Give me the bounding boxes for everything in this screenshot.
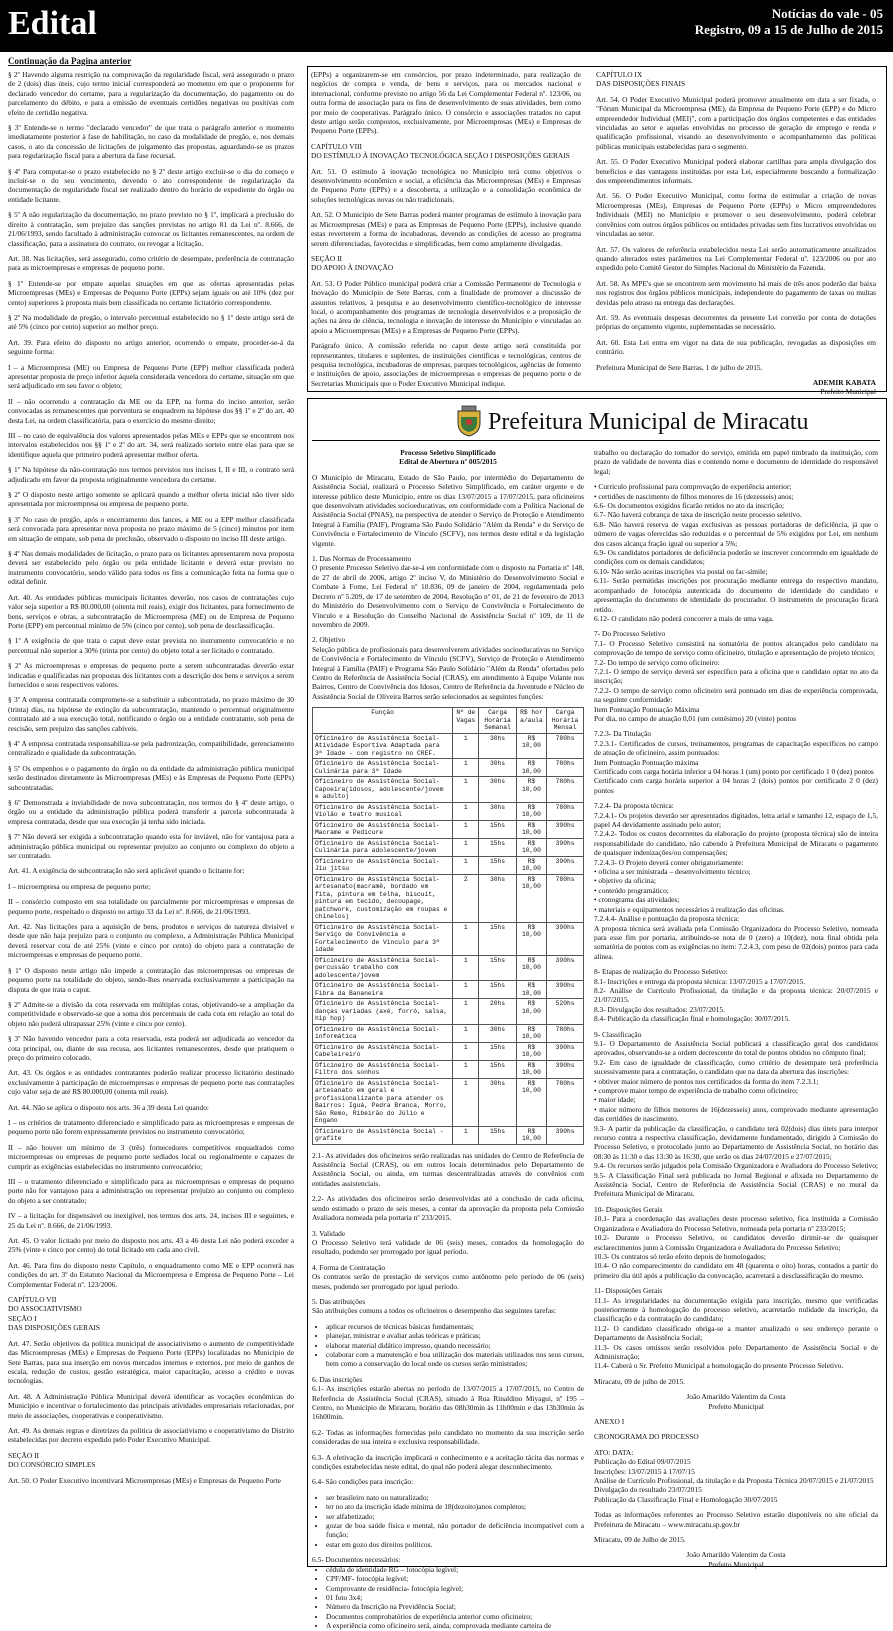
list-item: • CPF/MF- fotocópia legível;: [326, 1574, 584, 1583]
column-header: R$ hor a/aula: [516, 708, 547, 734]
table-cell: Oficineiro de Assistência Social- percussão trabalho com adolescente/jovem: [313, 955, 453, 981]
header-info: [695, 6, 883, 38]
table-cell: Oficineiro de Assistência Social- danças variadas (axé, forró, salsa, hip hop): [313, 999, 453, 1025]
table-cell: 1: [453, 777, 479, 803]
table-row: [313, 838, 584, 856]
table-cell: 1: [453, 1042, 479, 1060]
table-row: [313, 981, 584, 999]
table-cell: 30hs: [479, 1078, 516, 1126]
table-cell: R$ 10,00: [516, 1042, 547, 1060]
paragraph: III – no caso de equivalência dos valores apresentados pelas MEs e EPPs que se encontrem nos intervalos estabelecidos nos §§ 1º e 2º do art. 34, será realizado sorteio entre elas para que se identifique aquela que primeiro poderá apresentar melhor oferta.: [8, 431, 294, 459]
signature-role: Prefeito Municipal: [708, 1401, 764, 1411]
paragraph: Miracatu, 09 de Julho de 2015.: [594, 1535, 686, 1545]
paragraph: § 5º A não regularização da documentação, no prazo previsto no § 1º, implicará a preclusão do direito à contratação, sem prejuízo das sanções previstas no artigo 81 da Lei nº. 8.666, de 21/06/1993, sendo facultado à administração convocar os licitantes remanescentes, na ordem de classificação, para a assinatura do contrato, ou revogar a licitação.: [8, 210, 294, 248]
table-cell: 390hs: [547, 1042, 584, 1060]
paragraph: ANEXO I: [594, 1417, 625, 1426]
paragraph: Art. 43. Os órgãos e as entidades contratantes poderão realizar processo licitatório destinado exclusivamente à participação de microempresas e empresas de pequeno porte nas contratações cujo valor seja de até R$ 80.000,00 (oitenta mil reais).: [8, 1068, 294, 1097]
paragraph: Todas as informações referentes ao Processo Seletivo estarão disponíveis no site oficial da Prefeitura de Miracatu – www.miracatu.sp.gov.br: [594, 1510, 878, 1529]
paragraph: Art. 39. Para efeito do disposto no artigo anterior, ocorrendo o empate, proceder-se-á da seguinte forma:: [8, 337, 294, 357]
table-cell: 390hs: [547, 955, 584, 981]
table-row: [313, 733, 584, 759]
table-cell: 2: [453, 874, 479, 922]
table-cell: 390hs: [547, 856, 584, 874]
paragraph: § 1º Na hipótese da não-contratação nos termos previstos nos incisos I, II e III, o contrato será adjudicado em favor da proposta originalmente vencedora do certame.: [8, 465, 294, 484]
table-cell: R$ 10,00: [516, 802, 547, 820]
list-item: • Número da Inscrição na Previdência Social;: [326, 1602, 584, 1611]
signature-name: João Amarildo Valentim da Costa: [686, 1392, 786, 1402]
table-cell: R$ 10,00: [516, 838, 547, 856]
table-cell: 30hs: [479, 733, 516, 759]
paragraph: § 3º A empresa contratada compromete-se a substituir a subcontratada, no prazo máximo de 30 (trinta) dias, na hipótese de extinção da subcontratação, mantendo o percentual originalmente contratado até a sua execução total, notificando o órgão ou a entidade contratante, sob pena de rescisão, sem prejuízo das sanções cabíveis.: [8, 695, 294, 733]
table-cell: 1: [453, 955, 479, 981]
paragraph: 7.2.3- Da Titulação 7.2.3.1- Certificados de cursos, treinamentos, programas de capacitação específicos no campo de atuação de oficineiro, assim pontuados: Item Pontuação Pontuação máxima Certificado com carga horária inferior a 04 horas 1 (um) ponto por certificado 1 0 (dez) pontos Certificado com carga horária superior a 04 horas 2 (dois) pontos por certificado 2 0 (dez) pontos: [594, 729, 878, 795]
paragraph: Art. 58. As MPE's que se encontrem sem movimento há mais de três anos poderão dar baixa nos registros dos órgãos públicos municipais, independente do pagamento de taxas ou multas devidas pelo atraso na entrega das declarações.: [596, 278, 876, 307]
docs-title: 6.5- Documentos necessários:: [312, 1555, 401, 1565]
table-cell: R$ 10,00: [516, 1078, 547, 1126]
table-row: [313, 777, 584, 803]
edital-heading-2: Edital de Abertura nº 005/2015: [399, 457, 497, 467]
paragraph: 3. Validade O Processo Seletivo terá validade de 06 (seis) meses, contados da homologação do resultado, podendo ser prorrogado por igual período.: [312, 1228, 584, 1257]
paragraph: CRONOGRAMA DO PROCESSO: [594, 1432, 699, 1442]
table-cell: 1: [453, 759, 479, 777]
paragraph: 11- Disposições Gerais 11.1- As irregularidades na documentação exigida para inscrição, mesmo que verificadas posteriormente à homologação do processo seletivo, acarretarão nulidade da inscrição, da classificação e da contratação do candidato; 11.2- O candidato classificado obriga-se a manter atualizado o seu endereço perante o Departamento de Assistência Social; 11.3- Os casos omissos serão resolvidos pelo Departamento de Assistência Social e de Administração; 11.4- Caberá o Sr. Prefeito Municipal a homologação do presente Processo Seletivo.: [594, 1286, 878, 1371]
paragraph: O Município de Miracatu, Estado de São Paulo, por intermédio do Departamento de Assistência Social, realizará o Processo Seletivo Simplificado, em caráter urgente e de interesse público deste Município, entre os dias 13/07/2015 a 17/07/2015, para oficineiros que desenvolvam atividades socioeducativas, em conformidade com a Política Nacional de Assistência Social (PNAS), na perspectiva de atender o Serviço de Proteção e Atendimento Integral à Família (PAIF), Programa São Paulo Solidário "Além da Renda" e do Serviço de Convivência e Fortalecimento de Vínculo (SCFV), nos termos deste edital e da legislação vigente.: [312, 472, 584, 548]
section-title: Edital: [8, 5, 97, 42]
table-cell: 15hs: [479, 856, 516, 874]
column-header: Função: [313, 708, 453, 734]
table-cell: Oficineiro de Assistência Social- Macrame e Pedicure: [313, 820, 453, 838]
table-cell: 1: [453, 838, 479, 856]
list-item: • Comprovante de residência- fotocópia legível;: [326, 1584, 584, 1593]
table-cell: Oficineiro de Assistência Social- Culinária para 3ª Idade: [313, 759, 453, 777]
annex-signature: [594, 1550, 878, 1569]
paragraph: II – não houver um mínimo de 3 (três) fornecedores competitivos enquadrados como microempresas ou empresas de pequeno porte sediados local ou regionalmente e capazes de cumprir as exigências estabelecidas no instrumento convocatório;: [8, 1142, 294, 1171]
paragraph: 7- Do Processo Seletivo 7.1- O Processo Seletivo consistirá na somatória de pontos alcançados pelo candidato na comprovação de tempo de serviço como oficineiro, titulação e apresentação de projeto técnico; 7.2- Do tempo de serviço como oficineiro: 7.2.1- O tempo de serviço deverá ser específico para a oficina que o candidato optar no ato da inscrição; 7.2.2- O tempo de serviço como oficineiro será pontuado em dias de experiência comprovada, na seguinte conformidade: Item Pontuação Pontuação Máxima Por dia, no campo de atuação 0,01 (um centésimo) 20 (vinte) pontos: [594, 629, 878, 723]
conditions-list: [312, 1493, 584, 1549]
table-cell: Oficineiro de Assistência Social- Cabeleireiro: [313, 1042, 453, 1060]
paragraph: 8- Etapas de realização do Processo Seletivo: 8.1- Inscrições e entrega da proposta técnica: 13/07/2015 a 17/07/2015. 8.2- Análise de Currículo Profissional, da titulação e da proposta técnica: 20/07/2015 e 21/07/2015. 8.3- Divulgação dos resultados: 23/07/2015. 8.4- Publicação da classificação final e homologação: 30/07/2015.: [594, 967, 878, 1024]
table-cell: Oficineiro de Assistência Social- Fibra da Bananeira: [313, 981, 453, 999]
table-cell: R$ 10,00: [516, 955, 547, 981]
table-cell: Oficineiro de Assistência Social - grafite: [313, 1126, 453, 1144]
paragraph: 9- Classificação 9.1- O Departamento de Assistência Social publicará a classificação geral dos candidatos aprovados, observando-se a ordem decrescente do total de pontos obtidos no cômputo final; 9.2- Em caso de igualdade de classificação, como critério de desempate terá preferência sucessivamente para a contratação, o candidato que na data da abertura das inscrições: • obtiver maior número de pontos nos certificados da forma do item 7.2.3.1; • comprove maior tempo de experiência de trabalho como oficineiro; • maior idade; • maior número de filhos menores de 16(dezesseis) anos, comprovado mediante apresentação das certidões de nascimento. 9.3- A partir da publicação da classificação, o candidato terá 02(dois) dias úteis para interpor recurso contra a respectiva classificação, devidamente fundamentado, dirigido à Comissão do Processo Seletivo, e protocolado junto ao Departamento de Assistência Social, no horário das 08:30 às 11:30 e das 13:30 às 16:30, que serão os dias 24/07/2015 e 27/07/2015; 9.4- Os recursos serão julgados pela Comissão Organizadora e Avaliadora do Processo Seletivo; 9.5- A Classificação Final será publicada no Jornal Regional e afixada no Departamento de Assistência Social, Centro de Referência de Assistência Social (CRAS) e no mural da Prefeitura Municipal de Miracatu.: [594, 1029, 878, 1199]
list-item: • cédula de identidade RG – fotocópia legível;: [326, 1565, 584, 1574]
paragraph: Art. 53. O Poder Público municipal poderá criar a Comissão Permanente de Tecnologia e Inovação do Município de Sete Barras, com a finalidade de promover a discussão de assuntos relativos, à pesquisa e ao desenvolvimento científico-tecnológico de interesse local, o acompanhamento dos programas de tecnologia desenvolvidos e a proposição de ações na área de ciência, tecnologia e inovação de interesse do Município e vinculadas ao apoio a Microempresas (MEs) e a Empresas de Pequeno Porte (EPPs).: [311, 278, 581, 335]
documents-list: [312, 1565, 584, 1631]
table-cell: 390hs: [547, 1060, 584, 1078]
paragraph: 4. Forma de Contratação Os contratos serão de prestação de serviços como autônomo pelo período de 06 (seis) meses, podendo ser prorrogado por igual período.: [312, 1262, 584, 1291]
paragraph: Prefeitura Municipal de Sete Barras, 1 de julho de 2015.: [596, 362, 763, 372]
table-cell: R$ 10,00: [516, 759, 547, 777]
paragraph: 5. Das atribuições São atribuições comuns a todos os oficineiros o desempenho das seguintes tarefas:: [312, 1296, 557, 1316]
table-cell: 1: [453, 999, 479, 1025]
table-cell: R$ 10,00: [516, 856, 547, 874]
table-row: [313, 759, 584, 777]
paragraph: 1. Das Normas de Processamento O presente Processo Seletivo dar-se-á em conformidade com o disposto na Portaria nº 148, de 27 de abril de 2006, artigo 2º inciso V, do Ministério do Desenvolvimento Social e Combate à Fome, Lei Federal nº 10.836, 09 de janeiro de 2004, regulamentada pelo Decreto nº 5.209, de 17 de setembro de 2004, Resolução nº 01, de 21 de fevereiro de 2013 do Ministério do Desenvolvimento com o Serviço de Convivência e Fortalecimento de Vínculo e a Resolução do Conselho Nacional de Assistência Social nº 109, de 11 de novembro de 2009.: [312, 554, 584, 629]
column-5: [594, 448, 878, 1569]
paragraph: IV – a licitação for dispensável ou inexigível, nos termos dos arts. 24, incisos III e seguintes, e 25 da Lei nº. 8.666, de 21/06/1993.: [8, 1211, 294, 1230]
table-cell: R$ 10,00: [516, 820, 547, 838]
paragraph: 6.4- São condições para inscrição:: [312, 1477, 414, 1487]
table-cell: R$ 10,00: [516, 1126, 547, 1144]
paragraph: (EPPs) a organizarem-se em consórcios, por prazo indeterminado, para realização de negócios de compra e venda, de bens e serviços, para os mercados nacional e internacional, conforme previsto no artigo 56 da Lei Complementar Federal nº. 123/06, ou outra forma de associação para os fins de desenvolvimento de suas atividades, bem como por meio de cooperativas. Parágrafo único. O consórcio e associações tratados no caput deste artigo serão compostos, exclusivamente, por Microempresas (MEs) e Empresas de Pequeno Porte (EPPs).: [311, 70, 581, 136]
paragraph: Art. 54. O Poder Executivo Municipal poderá promover anualmente em data a ser fixada, o "Fórum Municipal da Microempresa (ME), da Empresa de Pequeno Porte (EPP) e do Micro empreendedor Individual (MEI)", com a participação dos órgãos competentes e das entidades vinculadas ao setor e aquelas envolvidas no processo de geração de emprego e renda e qualificação profissional, visando ao desenvolvimento e acompanhamento das políticas públicas municipais estabelecidas para o segmento.: [596, 94, 876, 151]
paragraph: § 6º Demonstrada a inviabilidade de nova subcontratação, nos termos do § 4º deste artigo, o órgão ou a entidade da administração pública poderá transferir a parcela subcontratada à empresa contratada, desde que sua execução já tenha sido iniciada.: [8, 798, 294, 826]
paragraph: § 4º Para computar-se o prazo estabelecido no § 2º deste artigo excluir-se o dia do começo e incluir-se o do seu vencimento, devendo o ato correspondente de regularização da documentação de regularidade fiscal ser realizado dentro do horário de expediente do órgão ou entidade licitante.: [8, 166, 294, 204]
column-4: [312, 448, 584, 1631]
coat-of-arms-icon: [455, 405, 483, 437]
table-cell: 1: [453, 820, 479, 838]
annex-signature-role: Prefeito Municipal: [708, 1559, 764, 1569]
table-cell: 1: [453, 981, 479, 999]
positions-table: [312, 707, 584, 1145]
paragraph: trabalho ou declaração do tomador do serviço, emitida em papel timbrado da instituição, com prazo de validade de noventa dias e contendo nome e documento de identidade do responsável legal;: [594, 448, 878, 476]
paragraph: 7.2.4- Da proposta técnica: 7.2.4.1- Os projetos deverão ser apresentados digitados, letra arial e tamanho 12, espaço de 1,5, papel A4 devidamente assinado pelo autor; 7.2.4.2- Todos os custos decorrentes da elaboração do projeto (proposta técnica) são de inteira responsabilidade do candidato, não cabendo à Prefeitura Municipal de Miracatu o pagamento de quaisquer indenizações/ou compensações; 7.2.4.3- O Projeto deverá conter obrigatoriamente: • oficina a ser ministrada – desenvolvimento técnico; • objetivo da oficina; • conteúdo programático; • cronograma das atividades; • materiais e equipamentos necessários à realização das oficinas. 7.2.4.4- Análise e pontuação da proposta técnica: A proposta técnica será avaliada pela Comissão Organizadora do Processo Seletivo, nomeada para esse fim por portaria, atribuindo-se nota de 0 (zero) a 10(dez), nota final obtida pela somatória de pontos com as exigências no item: 7.2.4.3, com peso de 02(dois) pontos para cada alínea.: [594, 801, 878, 961]
table-cell: 30hs: [479, 1024, 516, 1042]
table-cell: 30hs: [479, 777, 516, 803]
table-row: [313, 802, 584, 820]
paragraph: 6.3- A efetivação da inscrição implicará o conhecimento e a aceitação tácita das normas e condições estabelecidas neste edital, do qual não poderá alegar desconhecimento.: [312, 1452, 584, 1472]
table-cell: 780hs: [547, 759, 584, 777]
table-cell: R$ 10,00: [516, 922, 547, 955]
table-cell: R$ 10,00: [516, 1060, 547, 1078]
table-cell: 15hs: [479, 981, 516, 999]
table-cell: 780hs: [547, 1078, 584, 1126]
table-cell: Oficineiro de Assistência Social- Filtro dos sonhos: [313, 1060, 453, 1078]
table-row: [313, 1042, 584, 1060]
paragraph: § 4º A empresa contratada responsabiliza-se pela padronização, compatibilidade, gerenciamento centralizado e qualidade da subcontratação.: [8, 738, 294, 758]
paragraph: SEÇÃO II DO CONSÓRCIO SIMPLES: [8, 1450, 96, 1470]
table-cell: 15hs: [479, 955, 516, 981]
paragraph: SEÇÃO II DO APOIO À INOVAÇÃO: [311, 253, 394, 273]
table-cell: 780hs: [547, 1024, 584, 1042]
table-cell: Oficineiro de Assistência Social- Jiu jitsu: [313, 856, 453, 874]
table-cell: Oficineiro de Assistência Social- Serviço de Convivência e Fortalecimento de Vínculo para 3ª idade: [313, 922, 453, 955]
continuation-note: Continuação da Pagina anterior: [8, 56, 132, 66]
table-row: [313, 1078, 584, 1126]
table-cell: 1: [453, 802, 479, 820]
list-item: • colaborar com a manutenção e boa utilização dos materiais utilizados nos seus cursos, bem como a conservação do local onde os cursos serão ministrados;: [326, 1350, 584, 1369]
paragraph: § 2º Admite-se a divisão da cota reservada em múltiplas cotas, objetivando-se a ampliação da competitividade e observado-se que a soma dos percentuais de cada cota em relação ao total do objeto não poderá ultrapassar 25% (vinte e cinco por cento).: [8, 999, 294, 1028]
paragraph: CAPÍTULO VII DO ASSOCIATIVISMO SEÇÃO I DAS DISPOSIÇÕES GERAIS: [8, 1295, 100, 1333]
table-cell: R$ 10,00: [516, 733, 547, 759]
paragraph: Art. 49. As demais regras e diretrizes da política de associativismo e cooperativismo do Distrito estabelecidas por decreto expedido pelo Poder Executivo Municipal.: [8, 1425, 294, 1445]
table-cell: 390hs: [547, 820, 584, 838]
table-cell: Oficineiro de Assistência Social- Violão e teatro musical: [313, 802, 453, 820]
table-cell: Oficineiro de Assistência Social- Culinária para adolescente/jovem: [313, 838, 453, 856]
paragraph: 2.1- As atividades dos oficineiros serão realizadas nas unidades do Centro de Referência de Assistência Social (CRAS), ou em outros locais determinados pelo Departamento de Assistência Social, ou ainda, em turmas descentralizadas através de convênios com entidades assistenciais.: [312, 1150, 584, 1188]
table-row: [313, 999, 584, 1025]
paragraph: Art. 40. As entidades públicas municipais licitantes deverão, nos casos de contratações cujo valor seja superior a R$ 80.000,00 (oitenta mil reais), exigir dos licitantes, para fornecimento de bens, serviços e obras, a subcontratação de Microempresa (ME) ou de Empresa de Pequeno Porte (EPP) em percentual mínimo de 5% (cinco por cento), sob pena de desclassificação.: [8, 592, 294, 630]
table-cell: 15hs: [479, 1126, 516, 1144]
paragraph: CAPÍTULO IX DAS DISPOSIÇÕES FINAIS: [596, 70, 686, 89]
table-cell: 1: [453, 1126, 479, 1144]
paragraph: Art. 48. A Administração Pública Municipal deverá identificar as vocações econômicas do Município e incentivar o fortalecimento das principais atividades empresariais relacionadas, por meio de associações, cooperativas e cooperativismo.: [8, 1391, 294, 1420]
page-header: [0, 0, 893, 52]
paragraph: Art. 51. O estímulo à inovação tecnológica no Município terá como objetivos o desenvolvimento econômico e social, a eficiência das Microempresas (MEs) e Empresas de Pequeno Porte (EPPs) e a descoberta, a utilização e a consolidação econômica de soluções tecnológicas novas ou não tradicionais.: [311, 166, 581, 204]
annex-signature-name: João Amarildo Valentim da Costa: [686, 1550, 786, 1560]
list-item: • gozar de boa saúde física e mental, não portador de deficiência incompatível com a função;: [326, 1521, 584, 1540]
paragraph: 10- Disposições Gerais 10.1- Para a coordenação das avaliações deste processo seletivo, fica instituída a Comissão Organizadora e Avaliadora do Processo Seletivo, nomeada pela portaria nº 233/2015; 10.2- Durante o Processo Seletivo, os candidatos deverão dirimir-se de quaisquer esclarecimentos junto à Comissão Organizadora e Avaliadora do Processo Seletivo; 10.3- Os contratos só terão efeito depois de homologados; 10.4- O não comparecimento do candidato em 48 (quarenta e oito) horas, contados a partir do primeiro dia útil após a publicação da convocação, acarretará a desclassificação do mesmo.: [594, 1204, 878, 1280]
paragraph: Art. 44. Não se aplica o disposto nos arts. 36 a 39 desta Lei quando:: [8, 1102, 209, 1112]
table-cell: 780hs: [547, 874, 584, 922]
paragraph: § 2º O disposto neste artigo somente se aplicará quando a melhor oferta inicial não tiver sido apresentada por microempresa ou empresa de pequeno porte.: [8, 490, 294, 509]
table-cell: 520hs: [547, 999, 584, 1025]
column-header: Nº de Vagas: [453, 708, 479, 734]
duties-list: [312, 1322, 584, 1369]
paragraph: § 2º Havendo alguma restrição na comprovação da regularidade fiscal, será assegurado o prazo de 2 (dois) dias úteis, cujo termo inicial corresponderá ao momento em que o proponente for declarado vencedor do certame, para a regularização da documentação, do pagamento ou do parcelamento do débito, e para a emissão de eventuais certidões negativas ou positivas com efeito de certidão negativa.: [8, 70, 294, 117]
paragraph: • Currículo profissional para comprovação de experiência anterior; • certidões de nascimento de filhos menores de 16 (dezesseis) anos; 6.6- Os documentos exigidos ficarão retidos no ato da inscrição; 6.7- Não haverá cobrança de taxa de inscrição neste processo seletivo. 6.8- Não haverá reserva de vagas exclusivas as pessoas portadoras de deficiência, já que o número de vagas oferecidas são reduzidas e o percentual de 5% exigidos por Lei, em nenhum dos casos alcança fração igual ou superior a 5%; 6.9- Os candidatos portadores de deficiência poderão se inscrever concorrendo em igualdade de condições com os demais candidatos; 6.10- Não serão aceitas inscrições via postal ou fac-símile; 6.11- Serão permitidas inscrições por procuração mediante entrega do respectivo mandato, acompanhado de fotocópia autenticada do documento de identidade do candidato e apresentação do documento de identidade do procurador. O instrumento de procuração ficará retido. 6.12- O candidato não poderá concorrer a mais de uma vaga.: [594, 482, 878, 623]
title-divider: [312, 440, 880, 441]
table-row: [313, 820, 584, 838]
table-cell: 390hs: [547, 922, 584, 955]
table-row: [313, 1024, 584, 1042]
paragraph: III – o tratamento diferenciado e simplificado para as microempresas e empresas de pequeno porte não for vantajoso para a administração ou representar prejuízo ao conjunto ou complexo do objeto a ser contratado;: [8, 1177, 294, 1205]
table-cell: 1: [453, 733, 479, 759]
table-cell: 15hs: [479, 838, 516, 856]
paragraph: § 3º No caso de pregão, após o encerramento dos lances, a ME ou a EPP melhor classificada será convocada para apresentar nova proposta no prazo máximo de 5 (cinco) minutos por item em situação de empate, sob pena de preclusão, observado o disposto no inciso III deste artigo.: [8, 514, 294, 543]
table-cell: 390hs: [547, 981, 584, 999]
table-cell: 390hs: [547, 838, 584, 856]
table-cell: 30hs: [479, 874, 516, 922]
paragraph: Art. 57. Os valores de referência estabelecidos nesta Lei serão automaticamente atualizados quando alterados estes parâmetros na Lei Complementar Federal nº. 123/2006 ou por ato expedido pelo Comitê Gestor do Simples Nacional do Ministério da Fazenda.: [596, 244, 876, 273]
paragraph: § 2º As microempresas e empresas de pequeno porte a serem subcontratadas deverão estar indicadas e qualificadas nas propostas dos licitantes com a descrição dos bens e serviços a serem fornecidos e seus respectivos valores.: [8, 661, 294, 689]
table-cell: 1: [453, 1078, 479, 1126]
paragraph: Art. 59. As eventuais despesas decorrentes da presente Lei correrão por conta de dotações próprias do orçamento vigente, suplementadas se necessário.: [596, 312, 876, 332]
table-row: [313, 856, 584, 874]
paragraph: Art. 38. Nas licitações, será assegurado, como critério de desempate, preferência de contratação para as microempresas e empresas de pequeno porte.: [8, 253, 294, 273]
column-2: [311, 70, 581, 386]
table-row: [313, 955, 584, 981]
table-cell: 780hs: [547, 733, 584, 759]
edital-heading-1: Processo Seletivo Simplificado: [400, 448, 496, 457]
table-cell: Oficineiro de Assistência Social- artesanato em geral e profissionalizante para atender os Bairros: Iguá, Pedra Branca, Morro, São Remo, Ribeirão do Júlio e Engano: [313, 1078, 453, 1126]
table-cell: 780hs: [547, 777, 584, 803]
table-cell: 15hs: [479, 922, 516, 955]
paragraph: Art. 60. Esta Lei entra em vigor na data de sua publicação, revogadas as disposições em contrário.: [596, 337, 876, 357]
list-item: • A experiência como oficineiro será, ainda, comprovada mediante carteira de: [326, 1621, 584, 1630]
list-item: • elaborar material didático impresso, quando necessário;: [326, 1341, 584, 1350]
paragraph: Art. 46. Para fins do disposto neste Capítulo, o enquadramento como ME e EPP ocorrerá nas condições do art. 3º do Estatuto Nacional da Microempresa e Empresa de Pequeno Porte – Lei Complementar Federal nº. 123/2006.: [8, 1260, 294, 1289]
paragraph: Miracatu, 09 de julho de 2015.: [594, 1376, 685, 1386]
municipality-title: Prefeitura Municipal de Miracatu: [488, 409, 809, 435]
paragraph: Art. 52. O Município de Sete Barras poderá manter programas de estímulo à inovação para as Microempresas (MEs) e para as Empresas de Pequeno Porte (EPPs), inclusive quando estas reverterem a forma de incubadoras, devendo as condições de acesso ao programa serem diferenciadas, favorecidas e simplificadas, bem como amplamente divulgadas.: [311, 210, 581, 248]
date-line: Registro, 09 a 15 de Julho de 2015: [694, 22, 883, 37]
paragraph: ATO: DATA: Publicação do Edital 09/07/2015 Inscrições: 13/07/2015 à 17/07/15 Análise de Currículo Profissional, da titulação e da Proposta Técnica 20/07/2015 e 21/07/2015 Divulgação do resultado 23/07/2015 Publicação da Classificação Final e Homologação 30/07/2015: [594, 1447, 874, 1504]
table-cell: 15hs: [479, 1060, 516, 1078]
list-item: • ser brasileiro nato ou naturalizado;: [326, 1493, 584, 1502]
paragraph: II – consórcio composto em sua totalidade ou parcialmente por microempresas e empresas de pequeno porte, respeitado o disposto no artigo 33 da Lei nº. 8.666, de 21/06/1993.: [8, 897, 294, 916]
signature-block: [596, 378, 876, 397]
issue-line: Notícias do vale - 05: [771, 6, 883, 21]
table-cell: 1: [453, 1024, 479, 1042]
table-row: [313, 874, 584, 922]
table-cell: 20hs: [479, 999, 516, 1025]
paragraph: 2.2- As atividades dos oficineiros serão desenvolvidas até a conclusão de cada oficina, sendo estimado o prazo de seis meses, a contar da aprovação da proposta pela Comissão Avaliadora nomeada pela portaria nº 233/2015.: [312, 1194, 584, 1223]
table-cell: Oficineiro de Assistência Social- artesanato(macramê, bordado em fita, pintura em telha, biscuit, pintura em tecido, decoupage, patchwork, customização em roupas e chinelos): [313, 874, 453, 922]
paragraph: I – microempresa ou empresa de pequeno porte;: [8, 881, 151, 891]
paragraph: 2. Objetivo Seleção pública de profissionais para desenvolverem atividades socioeducativas no Serviço de Convivência e Fortalecimento de Vínculo (SCFV), Serviço de Proteção e Atendimento Integral à Família (PAIF) e Programa São Paulo Solidário "Além da Renda" ofertados pelo Centro de Referência de Assistência Social (CRAS), em atendimento à Equipe Volante nos Bairros, Centro de Convivência dos Idosos, Centro de Referência da Juventude e Núcleo de Assistência Social de Oliveira Barros serão selecionados as seguintes funções:: [312, 635, 584, 701]
table-cell: R$ 10,00: [516, 874, 547, 922]
signature-name: ADEMIR KABATA: [812, 377, 876, 387]
table-cell: R$ 10,00: [516, 1024, 547, 1042]
paragraph: § 3º Entende-se o termo "declarado vencedor" de que trata o parágrafo anterior o momento imediatamente posterior à fase de habilitação, no caso da modalidade de pregão, e, nos demais casos, o ato da concessão de licitações de julgamento das propostas, aguardando-se os prazos para regularização fiscal para a abertura da fase recursal.: [8, 123, 294, 161]
list-item: • estar em gozo dos direitos políticos.: [326, 1540, 584, 1549]
table-cell: 1: [453, 856, 479, 874]
paragraph: Art. 47. Serão objetivos da política municipal de associativismo o aumento de competitividade das Microempresas (MEs) e Empresas de Pequeno Porte (EPPs) localizadas no Município de Sete Barras, para sua inserção em novos mercados internos e externos, por meio de ganhos de escala, redução de custos, gestão estratégica, maior capacitação, acesso a crédito e novas tecnologias.: [8, 1338, 294, 1386]
paragraph: § 3º Não havendo vencedor para a cota reservada, esta poderá ser adjudicada ao vencedor da cota principal, ou, diante de sua recusa, aos licitantes remanescentes, desde que pratiquem o preço do primeiro colocado.: [8, 1034, 294, 1062]
paragraph: § 5º Os empenhos e o pagamento do órgão ou da entidade da administração pública municipal serão destinados diretamente às Microempresas (MEs) e às Empresas de Pequeno Porte (EPPs) subcontratadas.: [8, 763, 294, 792]
paragraph: I – os critérios de tratamento diferenciado e simplificado para as microempresas e empresas de pequeno porte não forem expressamente previstos no instrumento convocatório;: [8, 1117, 294, 1137]
paragraph: § 4º Nas demais modalidades de licitação, o prazo para os licitantes apresentarem nova proposta deverá ser estabelecido pelo órgão ou pela entidade licitante e deverá estar previsto no instrumento convocatório, sendo válido para todos os fins a comunicação feita na forma que o edital definir.: [8, 549, 294, 587]
table-cell: Oficineiro de Assistência Social- informática: [313, 1024, 453, 1042]
table-cell: 780hs: [547, 802, 584, 820]
table-cell: Oficineiro de Assistência Social- Capoeira(idosos, adolescente/jovem e adulto): [313, 777, 453, 803]
paragraph: CAPÍTULO VIII DO ESTÍMULO À INOVAÇÃO TECNOLÓGICA SEÇÃO I DISPOSIÇÕES GERAIS: [311, 141, 570, 161]
signature-role: Prefeito Municipal: [820, 387, 876, 397]
table-row: [313, 1126, 584, 1144]
column-3: [596, 70, 876, 397]
paragraph: § 1º O disposto neste artigo não impede a contratação das microempresas ou empresas de pequeno porte na totalidade do objeto, sendo-lhes reservada exclusivamente a participação na disputa de que trata o caput.: [8, 965, 294, 994]
paragraph: Art. 42. Nas licitações para a aquisição de bens, produtos e serviços de natureza divisível e desde que não haja prejuízo para o conjunto ou complexo, a Administração Pública Municipal deverá reservar cota de até 25% (vinte e cinco por cento) do objeto para a contratação de microempresas e empresas de pequeno porte.: [8, 922, 294, 960]
list-item: • planejar, ministrar e avaliar aulas teóricas e práticas;: [326, 1331, 584, 1340]
list-item: • Documentos comprobatórios de experiência anterior como oficineiro;: [326, 1612, 584, 1621]
column-header: Carga Horária Semanal: [479, 708, 516, 734]
paragraph: II – não ocorrendo a contratação da ME ou da EPP, na forma do inciso anterior, serão convocadas as remanescentes que porventura se enquadrem na hipótese dos §§ 1º e 2º do art. 40 desta Lei, na ordem classificatória, para o exercício do mesmo direito;: [8, 396, 294, 425]
table-cell: 390hs: [547, 1126, 584, 1144]
list-item: • ter no ato da inscrição idade mínima de 18(dezoito)anos completos;: [326, 1502, 584, 1511]
paragraph: Parágrafo único. A comissão referida no caput deste artigo será constituída por representantes, titulares e suplentes, de instituições científicas e tecnológicas, centros de pesquisa tecnológica, incubadoras de empresas, parques tecnológicos, agências de fomento e instituições de apoio, associações de microempresas e empresas de pequeno porte e de Secretarias Municipais que o Poder Executivo Municipal indique.: [311, 341, 581, 388]
table-cell: 15hs: [479, 1042, 516, 1060]
paragraph: § 1º A exigência de que trata o caput deve estar prevista no instrumento convocatório e no percentual não superior a 30% (trinta por cento) do objeto total a ser licitado e contratado.: [8, 636, 294, 655]
table-row: [313, 1060, 584, 1078]
paragraph: Art. 55. O Poder Executivo Municipal poderá elaborar cartilhas para ampla divulgação dos benefícios e das vantagens instituídas por esta Lei, especialmente buscando a formalização dos empreendimentos informais.: [596, 157, 876, 186]
list-item: • ser alfabetizado;: [326, 1512, 584, 1521]
table-cell: 15hs: [479, 820, 516, 838]
column-header: Carga Horária Mensal: [547, 708, 584, 734]
list-item: • 01 foto 3x4;: [326, 1593, 584, 1602]
table-cell: 30hs: [479, 759, 516, 777]
paragraph: § 2º Na modalidade de pregão, o intervalo percentual estabelecido no § 1º deste artigo será de até 5% (cinco por cento) superior ao melhor preço.: [8, 312, 294, 332]
column-1: [8, 70, 294, 1565]
table-cell: 1: [453, 922, 479, 955]
paragraph: 6. Das inscrições 6.1- As inscrições estarão abertas no período de 13/07/2015 a 17/07/2015, no Centro de Referência de Assistência Social (CRAS), situado à Rua Rinaldino Miyagui, nº 195 – Centro, no Município de Miracatu, horário das 08h30min às 11h00min e das 13h30min às 16h00min.: [312, 1374, 584, 1422]
paragraph: § 7º Não deverá ser exigida a subcontratação quando esta for inviável, não for vantajosa para a administração pública municipal ou representar prejuízo ao conjunto ou complexo do objeto a ser contratado.: [8, 832, 294, 861]
paragraph: 6.2- Todas as informações fornecidas pelo candidato no momento da sua inscrição serão consideradas de sua inteira e exclusiva responsabilidade.: [312, 1427, 584, 1447]
table-cell: Oficineiro de Assistência Social- Atividade Esportiva Adaptada para 3ª Idade - com registro no CREF.: [313, 733, 453, 759]
list-item: • aplicar recursos de técnicas básicas fundamentais;: [326, 1322, 584, 1331]
table-row: [313, 922, 584, 955]
table-cell: R$ 10,00: [516, 981, 547, 999]
paragraph: § 1º Entende-se por empate aquelas situações em que as ofertas apresentadas pelas Microempresas (MEs) e Empresas de Pequeno Porte (EPPs) sejam iguais ou até 10% (dez por cento) superiores à proposta mais bem classificada no certame licitatório correspondente.: [8, 278, 294, 307]
table-cell: 30hs: [479, 802, 516, 820]
paragraph: Art. 45. O valor licitado por meio do disposto nos arts. 43 a 46 desta Lei não poderá exceder a 25% (vinte e cinco por cento) do total licitado em cada ano civil.: [8, 1236, 294, 1255]
paragraph: I – a Microempresa (ME) ou Empresa de Pequeno Porte (EPP) melhor classificada poderá apresentar proposta de preço inferior àquela considerada vencedora do certame, situação em que será adjudicado em seu favor o objeto;: [8, 362, 294, 391]
table-cell: R$ 10,00: [516, 999, 547, 1025]
paragraph: Art. 56. O Poder Executivo Municipal, como forma de estimular a criação de novas Microempresas (MEs), Empresas de Pequeno Porte (EPPs) e Micro empreendedores Individuais (MEI) no Município e promover o seu desenvolvimento, poderá celebrar convênios com outros órgãos públicos ou entidades privadas sem fins lucrativos envolvidas ou vinculadas ao setor.: [596, 191, 876, 239]
signature-block: [594, 1392, 878, 1411]
table-cell: 1: [453, 1060, 479, 1078]
table-cell: R$ 10,00: [516, 777, 547, 803]
paragraph: Art. 50. O Poder Executivo incentivará Microempresas (MEs) e Empresas de Pequeno Porte: [8, 1475, 281, 1485]
paragraph: Art. 41. A exigência de subcontratação não será aplicável quando o licitante for:: [8, 866, 245, 876]
